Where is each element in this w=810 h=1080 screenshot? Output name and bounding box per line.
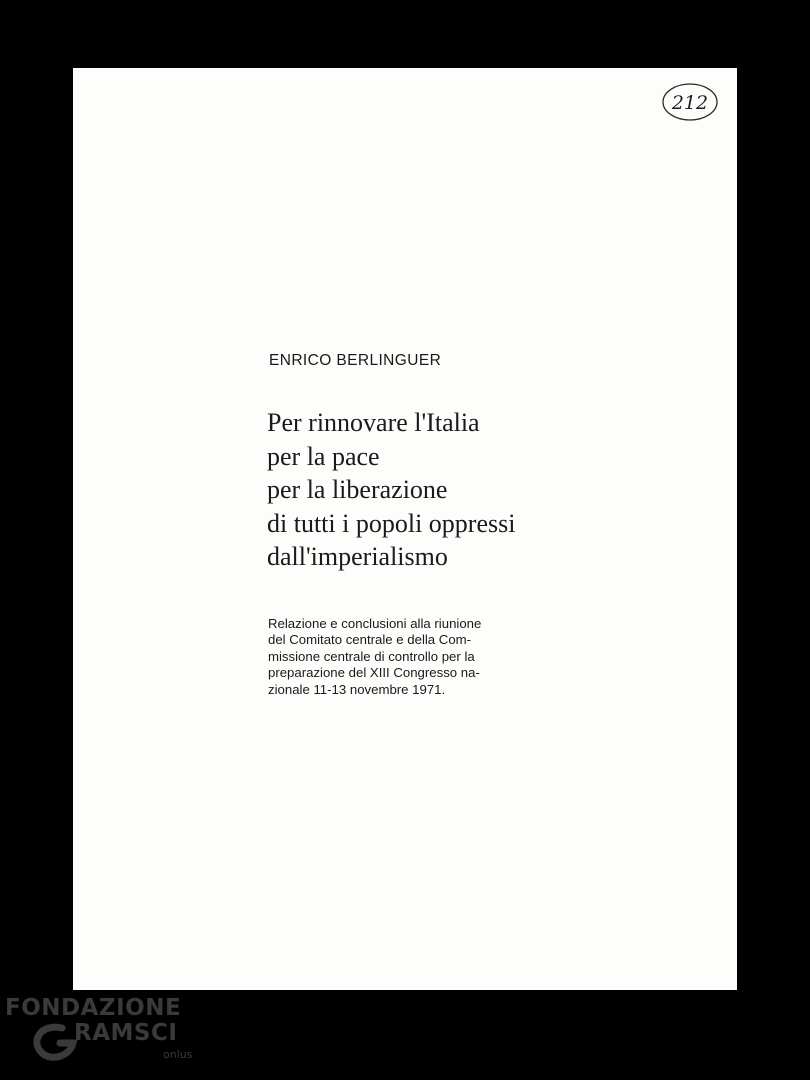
- page-number-text: 212: [671, 92, 709, 114]
- subtitle-line: preparazione del XIII Congresso na-: [268, 665, 480, 681]
- document-subtitle: [268, 616, 481, 698]
- fondazione-gramsci-logo: [0, 990, 210, 1080]
- title-line: di tutti i popoli oppressi: [267, 508, 516, 538]
- subtitle-line: zionale 11-13 novembre 1971.: [268, 681, 446, 697]
- logo-watermark-icon: [0, 990, 210, 1080]
- page-number-circle-icon: [661, 82, 719, 122]
- handwritten-page-number: [661, 82, 719, 122]
- title-line: per la pace: [267, 441, 380, 471]
- logo-line-3: onlus: [163, 1048, 193, 1061]
- document-page: [73, 68, 737, 990]
- title-line: Per rinnovare l'Italia: [267, 408, 480, 437]
- title-line: per la liberazione: [267, 475, 448, 504]
- logo-line-2: RAMSCI: [74, 1020, 178, 1046]
- author-name: ENRICO BERLINGUER: [269, 352, 442, 369]
- logo-line-1: FONDAZIONE: [5, 995, 182, 1021]
- subtitle-line: del Comitato centrale e della Com-: [268, 632, 472, 648]
- subtitle-line: Relazione e conclusioni alla riunione: [268, 616, 482, 631]
- logo-g-mark-icon: [37, 1027, 73, 1057]
- subtitle-line: missione centrale di controllo per la: [268, 648, 475, 664]
- document-title: [267, 406, 515, 574]
- title-line: dall'imperialismo: [267, 542, 448, 571]
